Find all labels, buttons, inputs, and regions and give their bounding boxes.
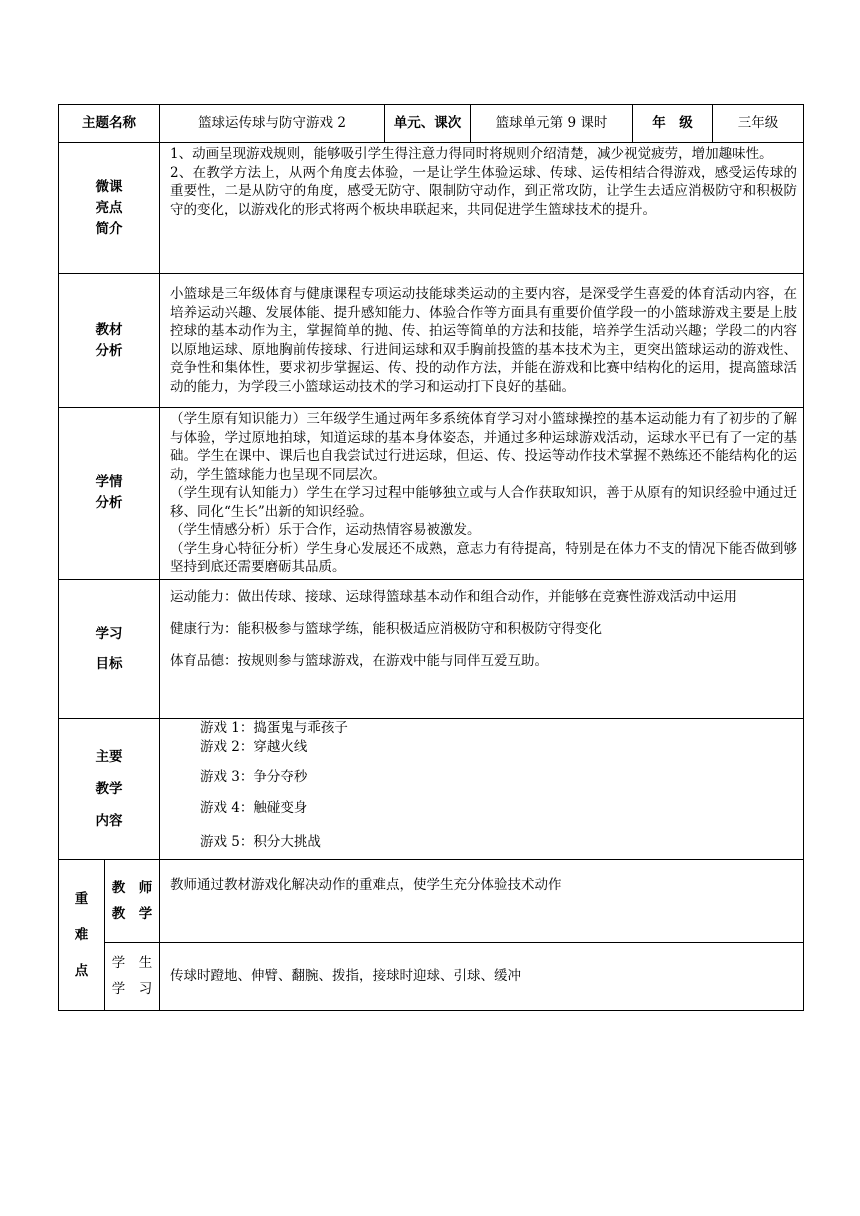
goal-item: 健康行为：能积极参与篮球学练，能积极适应消极防守和积极防守得变化 bbox=[170, 620, 602, 637]
grade-value: 三年级 bbox=[713, 105, 804, 143]
students-label: 学情 分析 bbox=[59, 408, 160, 580]
goals-row bbox=[59, 579, 804, 718]
students-row bbox=[59, 408, 804, 580]
unit-value: 篮球单元第 9 课时 bbox=[471, 105, 633, 143]
game-item: 游戏 1：捣蛋鬼与乖孩子 bbox=[200, 719, 348, 736]
content-games bbox=[160, 718, 804, 859]
students-text: （学生原有知识能力）三年级学生通过两年多系统体育学习对小篮球操控的基本运动能力有了初步的了解与体验，学过原地拍球，知道运球的基本身体姿态，并通过多种运球游戏活动，运球水平已有了一定的基础。学生在课中、课后也自我尝试过行进运球，但运、传、投运等动作技术掌握不熟练还不能结构化的运动，学生篮球能力也呈现不同层次。 （学生现有认知能力）学生在学习过程中能够独立或与人合作获取知识，善于从原有的知识经验中通过迁移、同化“生长”出新的知识经验。 （学生情感分析）乐于合作，运动热情容易被激发。 （学生身心特征分析）学生身心发展还不成熟，意志力有待提高，特别是在体力不支的情况下能否做到够坚持到底还需要磨砺其品质。 bbox=[160, 408, 804, 580]
goal-item: 运动能力：做出传球、接球、运球得篮球基本动作和组合动作，并能够在竞赛性游戏活动中运用 bbox=[170, 588, 737, 605]
goals-label: 学习 目标 bbox=[59, 579, 160, 718]
unit-label: 单元、课次 bbox=[385, 105, 471, 143]
grade-label: 年 级 bbox=[633, 105, 713, 143]
highlights-row bbox=[59, 143, 804, 274]
teacher-row bbox=[59, 859, 804, 942]
student-text: 传球时蹬地、伸臂、翻腕、拨指，接球时迎球、引球、缓冲 bbox=[160, 942, 804, 1010]
student-label: 学 生 学 习 bbox=[105, 942, 160, 1010]
lesson-plan-table bbox=[58, 104, 804, 1011]
header-row bbox=[59, 105, 804, 143]
material-text: 小篮球是三年级体育与健康课程专项运动技能球类运动的主要内容，是深受学生喜爱的体育活动内容，在培养运动兴趣、发展体能、提升感知能力、体验合作等方面具有重要价值学段一的小篮球游戏主要是上肢控球的基本动作为主，掌握简单的抛、传、拍运等简单的方法和技能，培养学生活动兴趣；学段二的内容以原地运球、原地胸前传接球、行进间运球和双手胸前投篮的基本技术为主，更突出篮球运动的游戏性、竞争性和集体性，要求初步掌握运、传、投的动作方法，并能在游戏和比赛中结构化的运用，提高篮球活动的能力，为学段三小篮球运动技术的学习和运动打下良好的基础。 bbox=[160, 274, 804, 408]
keypoints-label: 重 难 点 bbox=[59, 859, 105, 1010]
topic-value: 篮球运传球与防守游戏 2 bbox=[160, 105, 385, 143]
goals-text bbox=[160, 579, 804, 718]
teacher-text: 教师通过教材游戏化解决动作的重难点，使学生充分体验技术动作 bbox=[160, 859, 804, 942]
topic-label: 主题名称 bbox=[59, 105, 160, 143]
material-label: 教材 分析 bbox=[59, 274, 160, 408]
material-row bbox=[59, 274, 804, 408]
game-item: 游戏 2：穿越火线 bbox=[200, 738, 308, 755]
game-item: 游戏 4：触碰变身 bbox=[200, 799, 308, 816]
highlights-label: 微课 亮点 简介 bbox=[59, 143, 160, 274]
game-item: 游戏 5：积分大挑战 bbox=[200, 833, 321, 850]
content-label: 主要 教学 内容 bbox=[59, 718, 160, 859]
student-row bbox=[59, 942, 804, 1010]
teacher-label: 教 师 教 学 bbox=[105, 859, 160, 942]
goal-item: 体育品德：按规则参与篮球游戏，在游戏中能与同伴互爱互助。 bbox=[170, 652, 548, 669]
content-row bbox=[59, 718, 804, 859]
game-item: 游戏 3：争分夺秒 bbox=[200, 768, 308, 785]
highlights-text: 1、动画呈现游戏规则，能够吸引学生得注意力得同时将规则介绍清楚，减少视觉疲劳，增加趣味性。 2、在教学方法上，从两个角度去体验，一是让学生体验运球、传球、运传相结合得游戏，感受运传球的重要性，二是从防守的角度，感受无防守、限制防守动作，到正常攻防，让学生去适应消极防守和积极防守的变化，以游戏化的形式将两个板块串联起来，共同促进学生篮球技术的提升。 bbox=[160, 143, 804, 274]
